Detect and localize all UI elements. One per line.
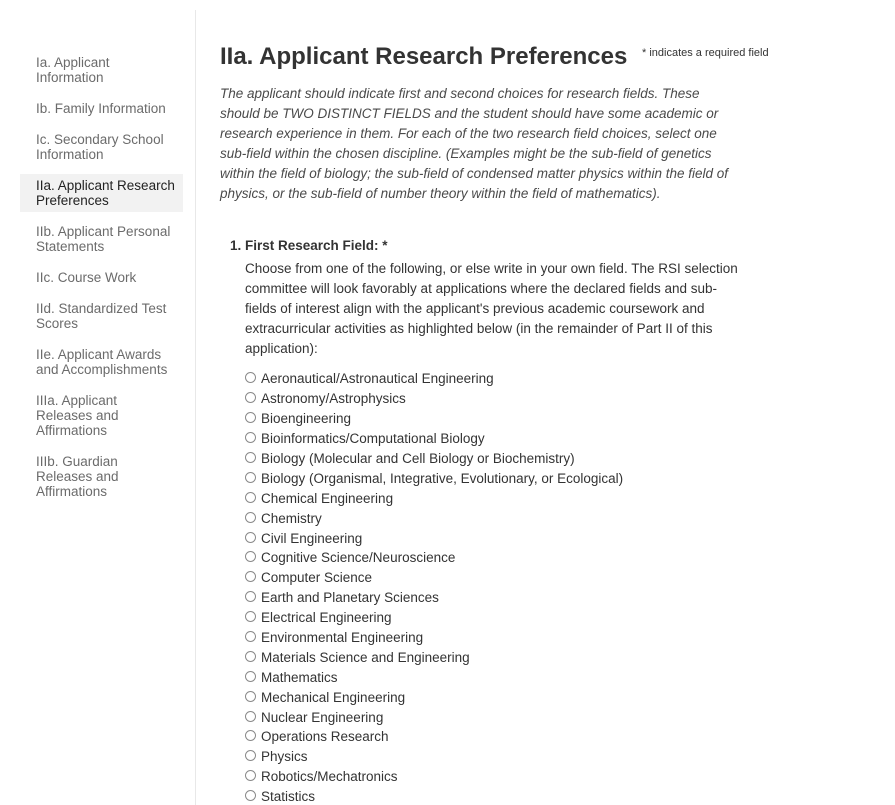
option-label: Biology (Molecular and Cell Biology or Biochemistry) xyxy=(261,451,575,466)
option-label: Operations Research xyxy=(261,729,389,745)
research-field-option[interactable] xyxy=(245,449,880,469)
radio-button[interactable] xyxy=(245,492,256,503)
option-label: Nuclear Engineering xyxy=(261,709,384,725)
radio-button[interactable] xyxy=(245,711,256,722)
option-label: Materials Science and Engineering xyxy=(261,649,470,665)
option-label: Statistics xyxy=(261,789,316,805)
sidebar-item-family-information[interactable]: Ib. Family Information xyxy=(36,101,166,116)
option-label: Earth and Planetary Sciences xyxy=(261,590,439,606)
radio-button[interactable] xyxy=(245,770,256,781)
radio-button[interactable] xyxy=(245,372,256,383)
option-label: Chemistry xyxy=(261,510,322,526)
research-field-option[interactable] xyxy=(245,468,880,488)
option-label: Aeronautical/Astronautical Engineering xyxy=(261,371,494,387)
radio-button[interactable] xyxy=(245,571,256,582)
option-label: Robotics/Mechatronics xyxy=(261,769,398,785)
option-label: Computer Science xyxy=(261,570,373,586)
intro-text: The applicant should indicate first and second choices for research fields. These should be TWO DISTINCT FIELDS and the student should have some academic or research experience in them. For each of the two research field choices, select one sub-field within the chosen discipline. (Examples might be the sub-field of genetics within the field of biology; the sub-field of condensed matter physics within the field of physics, or the sub-field of number theory within the field of mathematics). xyxy=(220,86,729,201)
research-field-option[interactable] xyxy=(245,488,880,508)
option-label: Chemical Engineering xyxy=(261,490,394,506)
research-field-option[interactable] xyxy=(245,548,880,568)
research-field-option[interactable] xyxy=(245,588,880,608)
sidebar-nav xyxy=(20,51,183,511)
radio-button[interactable] xyxy=(245,472,256,483)
sidebar-item-secondary-school-information[interactable]: Ic. Secondary School Information xyxy=(36,132,164,162)
research-field-option[interactable] xyxy=(245,409,880,429)
research-field-option[interactable] xyxy=(245,767,880,787)
sidebar-item-personal-statements[interactable]: IIb. Applicant Personal Statements xyxy=(36,224,171,254)
question-label: 1. First Research Field: * xyxy=(230,238,388,253)
radio-button[interactable] xyxy=(245,512,256,523)
research-field-option[interactable] xyxy=(245,528,880,548)
radio-button[interactable] xyxy=(245,452,256,463)
research-field-option[interactable] xyxy=(245,508,880,528)
main-content xyxy=(220,0,880,805)
research-field-option[interactable] xyxy=(245,429,880,449)
research-field-option[interactable] xyxy=(245,389,880,409)
option-label: Civil Engineering xyxy=(261,530,363,546)
sidebar-item-course-work[interactable]: IIc. Course Work xyxy=(36,270,137,285)
option-label: Bioengineering xyxy=(261,411,352,427)
sidebar-item-applicant-information[interactable]: Ia. Applicant Information xyxy=(36,55,110,85)
research-field-option[interactable] xyxy=(245,369,880,389)
option-label: Physics xyxy=(261,749,308,765)
research-field-option[interactable] xyxy=(245,727,880,747)
option-label: Mathematics xyxy=(261,669,338,685)
sidebar-item-research-preferences[interactable]: IIa. Applicant Research Preferences xyxy=(20,174,183,212)
radio-button[interactable] xyxy=(245,551,256,562)
option-label: Cognitive Science/Neuroscience xyxy=(261,550,456,566)
title-row xyxy=(220,0,880,72)
research-field-option[interactable] xyxy=(245,667,880,687)
sidebar-item-applicant-releases[interactable]: IIIa. Applicant Releases and Affirmations xyxy=(36,393,119,438)
research-field-option[interactable] xyxy=(245,707,880,727)
radio-button[interactable] xyxy=(245,591,256,602)
research-field-option[interactable] xyxy=(245,568,880,588)
sidebar xyxy=(20,10,196,805)
option-label: Biology (Organismal, Integrative, Evolutionary, or Ecological) xyxy=(261,470,624,486)
research-field-option[interactable] xyxy=(245,608,880,628)
radio-button[interactable] xyxy=(245,691,256,702)
research-field-options xyxy=(245,369,880,805)
radio-button[interactable] xyxy=(245,412,256,423)
sidebar-item-awards-and-accomplishments[interactable]: IIe. Applicant Awards and Accomplishments xyxy=(36,347,168,377)
radio-button[interactable] xyxy=(245,730,256,741)
required-field-note: * indicates a required field xyxy=(642,47,769,59)
page-title: IIa. Applicant Research Preferences xyxy=(220,43,628,70)
radio-button[interactable] xyxy=(245,651,256,662)
sidebar-item-guardian-releases[interactable]: IIIb. Guardian Releases and Affirmations xyxy=(36,454,119,499)
sidebar-item-standardized-test-scores[interactable]: IId. Standardized Test Scores xyxy=(36,301,167,331)
research-field-option[interactable] xyxy=(245,747,880,767)
research-field-option[interactable] xyxy=(245,787,880,805)
option-label: Electrical Engineering xyxy=(261,610,392,626)
option-label: Environmental Engineering xyxy=(261,630,424,646)
option-label: Bioinformatics/Computational Biology xyxy=(261,431,485,447)
radio-button[interactable] xyxy=(245,790,256,801)
question-description: Choose from one of the following, or else write in your own field. The RSI selection committee will look favorably at applications where the declared fields and sub-fields of interest align with the applicant's previous academic coursework and extracurricular activities as highlighted below (in the remainder of Part II of this application): xyxy=(245,261,738,356)
research-field-option[interactable] xyxy=(245,628,880,648)
option-label: Mechanical Engineering xyxy=(261,689,406,705)
radio-button[interactable] xyxy=(245,532,256,543)
radio-button[interactable] xyxy=(245,392,256,403)
question-first-research-field xyxy=(230,237,880,805)
radio-button[interactable] xyxy=(245,631,256,642)
radio-button[interactable] xyxy=(245,611,256,622)
radio-button[interactable] xyxy=(245,671,256,682)
radio-button[interactable] xyxy=(245,432,256,443)
research-field-option[interactable] xyxy=(245,647,880,667)
research-field-option[interactable] xyxy=(245,687,880,707)
radio-button[interactable] xyxy=(245,750,256,761)
option-label: Astronomy/Astrophysics xyxy=(261,391,406,407)
